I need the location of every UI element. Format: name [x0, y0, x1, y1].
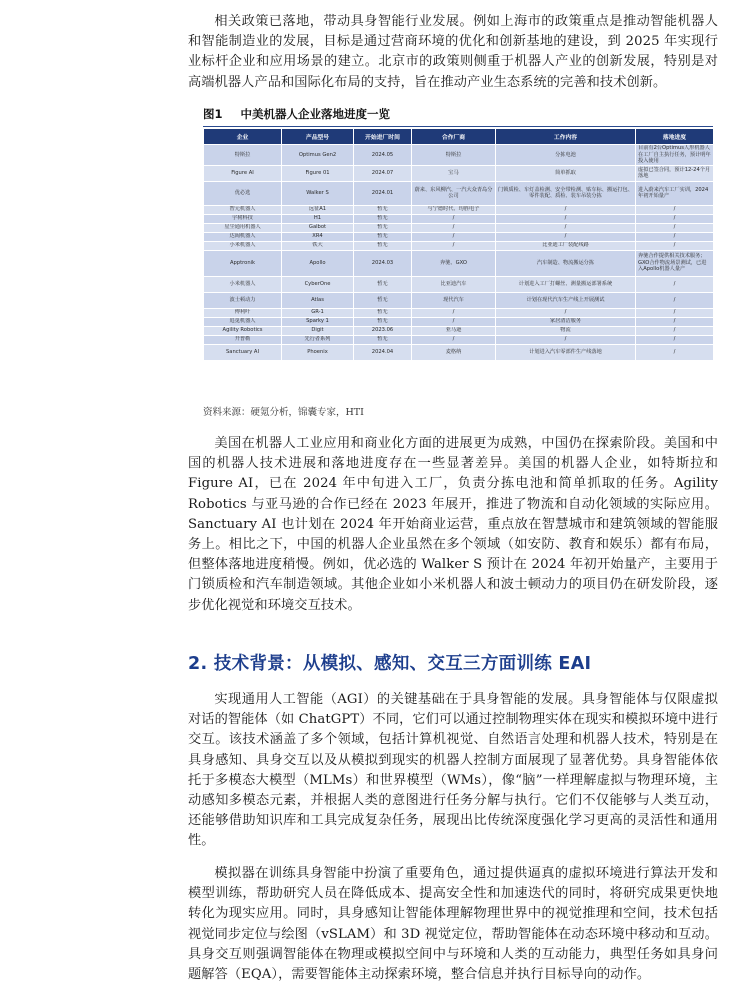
table-cell: 宝马: [412, 165, 496, 181]
table-cell: /: [636, 223, 714, 232]
table-cell: /: [412, 308, 496, 317]
table-cell: XR4: [282, 232, 354, 241]
table-cell: 智元机器人: [204, 205, 282, 214]
table-row: [204, 308, 714, 317]
section-heading: [188, 650, 718, 675]
table-header-cell: 产品型号: [282, 129, 354, 145]
table-cell: 汽车制造、物流搬运分拣: [496, 250, 636, 276]
table-cell: /: [496, 223, 636, 232]
table-cell: 星尘通用机器人: [204, 223, 282, 232]
table-cell: Digit: [282, 326, 354, 335]
figure-title-text: 中美机器人企业落地进度一览: [240, 107, 391, 121]
table-cell: /: [412, 223, 496, 232]
table-cell: Sanctuary AI: [204, 344, 282, 360]
table-cell: Apollo: [282, 250, 354, 276]
figure-source-note: 资料来源：硬氪分析，锦囊专家，HTI: [203, 407, 364, 418]
table-cell: 2024.05: [354, 145, 412, 166]
table-header-cell: 落地进度: [636, 129, 714, 145]
table-row: [204, 214, 714, 223]
table-cell: /: [636, 326, 714, 335]
table-cell: 宇树科技: [204, 214, 282, 223]
table-cell: /: [636, 335, 714, 344]
robot-deployment-table-container: [203, 128, 713, 400]
table-cell: 暂无: [354, 317, 412, 326]
table-cell: Phoenix: [282, 344, 354, 360]
table-cell: 达闼机器人: [204, 232, 282, 241]
table-cell: 分拣电池: [496, 145, 636, 166]
table-cell: CyberOne: [282, 276, 354, 292]
table-cell: H1: [282, 214, 354, 223]
table-cell: /: [496, 232, 636, 241]
body-paragraph-simulator: 模拟器在训练具身智能中扮演了重要角色，通过提供逼真的虚拟环境进行算法开发和模型训练，帮助研究人员在降低成本、提高安全性和加速迭代的同时，将研究成果更快地转化为现实应用。同时，具身感知让智能体理解物理世界中的视觉推理和空间，技术包括视觉同步定位与绘图（vSLAM）和 3D 视觉定位，帮助智能体在动态环境中移动和互动。具身交互则强调智能体在物理或模拟空间中与环境和人类的互动能力，典型任务如具身问题解答（EQA），需要智能体主动探索环境，整合信息并执行目标导向的动作。: [188, 866, 718, 983]
table-cell: 开普勒: [204, 335, 282, 344]
table-row: [204, 205, 714, 214]
section-title: 技术背景：从模拟、感知、交互三方面训练 EAI: [213, 654, 592, 674]
section-number: 2.: [188, 654, 208, 674]
table-cell: 2024.04: [354, 344, 412, 360]
table-cell: 计划进入工厂打螺丝、测量搬运部署系统: [496, 276, 636, 292]
table-cell: 暂无: [354, 223, 412, 232]
table-row: [204, 292, 714, 308]
table-cell: Atlas: [282, 292, 354, 308]
table-cell: 傅利叶: [204, 308, 282, 317]
table-cell: 暂无: [354, 292, 412, 308]
table-row: [204, 344, 714, 360]
body-paragraph-agi: 实现通用人工智能（AGI）的关键基础在于具身智能的发展。具身智能体与仅限虚拟对话的智能体（如 ChatGPT）不同，它们可以通过控制物理实体在现实和模拟环境中进行交互。该技术涵盖了多个领域，包括计算机视觉、自然语言处理和机器人技术，特别是在具身感知、具身交互以及从模拟到现实的机器人控制方面展现了显著优势。具身智能体依托于多模态大模型（MLMs）和世界模型（WMs），像“脑”一样理解虚拟与物理环境，主动感知多模态元素，并根据人类的意图进行任务分解与执行。它们不仅能够与人类互动，还能够借助知识库和工具完成复杂任务，展现出比传统深度强化学习更高的灵活性和通用性。: [188, 692, 718, 849]
table-cell: 比亚迪工厂装配线路: [496, 241, 636, 250]
table-cell: Figure AI: [204, 165, 282, 181]
table-cell: 2024.07: [354, 165, 412, 181]
table-cell: 追觅机器人: [204, 317, 282, 326]
table-header-row: [204, 129, 714, 145]
table-cell: /: [636, 344, 714, 360]
table-cell: 2023.06: [354, 326, 412, 335]
table-cell: 计划在现代汽车生产线上开展测试: [496, 292, 636, 308]
table-cell: 现代汽车: [412, 292, 496, 308]
table-cell: /: [412, 335, 496, 344]
table-cell: /: [496, 214, 636, 223]
table-cell: Apptronik: [204, 250, 282, 276]
table-cell: /: [636, 241, 714, 250]
table-cell: Sparky 1: [282, 317, 354, 326]
table-cell: /: [636, 232, 714, 241]
table-cell: 2024.01: [354, 181, 412, 205]
table-cell: /: [412, 214, 496, 223]
table-cell: 优必选: [204, 181, 282, 205]
table-header-cell: 合作厂商: [412, 129, 496, 145]
table-cell: 门锁质检、车灯盖检测、安全带检测、贴车标、搬运打包、零件装配、质检、装车吊装分拣: [496, 181, 636, 205]
table-cell: 暂无: [354, 214, 412, 223]
table-cell: 家居清洁服务: [496, 317, 636, 326]
table-cell: 暂无: [354, 241, 412, 250]
table-cell: /: [636, 317, 714, 326]
table-row: [204, 250, 714, 276]
table-header-cell: 开始进厂时间: [354, 129, 412, 145]
table-cell: 小米机器人: [204, 241, 282, 250]
table-row: [204, 317, 714, 326]
table-cell: /: [496, 308, 636, 317]
table-row: [204, 326, 714, 335]
table-cell: 进入蔚来汽车工厂实训，2024年初开始量产: [636, 181, 714, 205]
table-cell: 目前有2台Optimus人形机器人在工厂自主执行任务，预计明年投入使用: [636, 145, 714, 166]
table-cell: /: [636, 292, 714, 308]
table-cell: 物流: [496, 326, 636, 335]
table-cell: 暂无: [354, 308, 412, 317]
table-row: [204, 223, 714, 232]
table-cell: /: [636, 205, 714, 214]
table-cell: 计划进入汽车零部件生产线落地: [496, 344, 636, 360]
table-cell: Agility Robotics: [204, 326, 282, 335]
table-cell: 麦格纳: [412, 344, 496, 360]
figure-number: 图1: [203, 107, 223, 121]
table-cell: 虚拟已签合同，预计12-24个月落地: [636, 165, 714, 181]
table-cell: 暂无: [354, 335, 412, 344]
table-cell: 简单抓取: [496, 165, 636, 181]
table-cell: 暂无: [354, 232, 412, 241]
table-cell: 铁大: [282, 241, 354, 250]
table-cell: Optimus Gen2: [282, 145, 354, 166]
table-cell: GR-1: [282, 308, 354, 317]
table-cell: /: [412, 241, 496, 250]
table-cell: 比亚迪汽车: [412, 276, 496, 292]
table-cell: 小米机器人: [204, 276, 282, 292]
table-cell: 波士顿动力: [204, 292, 282, 308]
table-cell: /: [636, 276, 714, 292]
table-row: [204, 145, 714, 166]
table-row: [204, 165, 714, 181]
table-cell: 蔚来、东风柳汽、一汽大众青岛分公司: [412, 181, 496, 205]
table-cell: 先行者系列: [282, 335, 354, 344]
table-cell: /: [412, 317, 496, 326]
table-row: [204, 335, 714, 344]
table-cell: /: [636, 214, 714, 223]
table-cell: /: [496, 205, 636, 214]
table-body: [204, 145, 714, 361]
body-paragraph-policy: 相关政策已落地，带动具身智能行业发展。例如上海市的政策重点是推动智能机器人和智能制造业的发展，目标是通过营商环境的优化和创新基地的建设，到 2025 年实现行业标杆企业和应用场景的建立。北京市的政策则侧重于机器人产业的创新发展，特别是对高端机器人产品和国际化布局的支持，旨在推动产业生态系统的完善和技术创新。: [188, 14, 718, 90]
table-cell: 暂无: [354, 205, 412, 214]
table-cell: 特斯拉: [204, 145, 282, 166]
table-cell: 亚马逊: [412, 326, 496, 335]
table-cell: Walker S: [282, 181, 354, 205]
table-cell: Galbot: [282, 223, 354, 232]
table-row: [204, 276, 714, 292]
table-cell: /: [412, 232, 496, 241]
table-header-cell: 工作内容: [496, 129, 636, 145]
table-cell: 奔驰合作提供相关技术服务；GXO合作物流场景测试，已进入Apollo机器人量产: [636, 250, 714, 276]
table-cell: 与宁德时代、均胜电子: [412, 205, 496, 214]
table-row: [204, 181, 714, 205]
table-cell: 2024.03: [354, 250, 412, 276]
body-paragraph-us-china: 美国在机器人工业应用和商业化方面的进展更为成熟，中国仍在探索阶段。美国和中国的机器人技术进展和落地进度存在一些显著差异。美国的机器人企业，如特斯拉和 Figure AI，已在 2024 年中旬进入工厂，负责分拣电池和简单抓取的任务。Agility Robotics 与亚马逊的合作已经在 2023 年展开，推进了物流和自动化领域的实际应用。Sanctuary AI 也计划在 2024 年开始商业运营，重点放在智慧城市和建筑领域的智能服务上。相比之下，中国的机器人企业虽然在多个领域（如安防、教育和娱乐）都有布局，但整体落地进度稍慢。例如，优必选的 Walker S 预计在 2024 年初开始量产，主要用于门锁质检和汽车制造领域。其他企业如小米机器人和波士顿动力的项目仍在研发阶段，逐步优化视觉和环境交互技术。: [188, 436, 718, 613]
table-row: [204, 241, 714, 250]
figure-title: [203, 106, 713, 127]
table-cell: 奔驰、GXO: [412, 250, 496, 276]
table-cell: /: [496, 335, 636, 344]
table-row: [204, 232, 714, 241]
table-cell: /: [636, 308, 714, 317]
table-cell: 远征A1: [282, 205, 354, 214]
table-header-cell: 企业: [204, 129, 282, 145]
table-cell: 暂无: [354, 276, 412, 292]
robot-deployment-table: [203, 128, 713, 361]
table-cell: Figure 01: [282, 165, 354, 181]
table-cell: 特斯拉: [412, 145, 496, 166]
